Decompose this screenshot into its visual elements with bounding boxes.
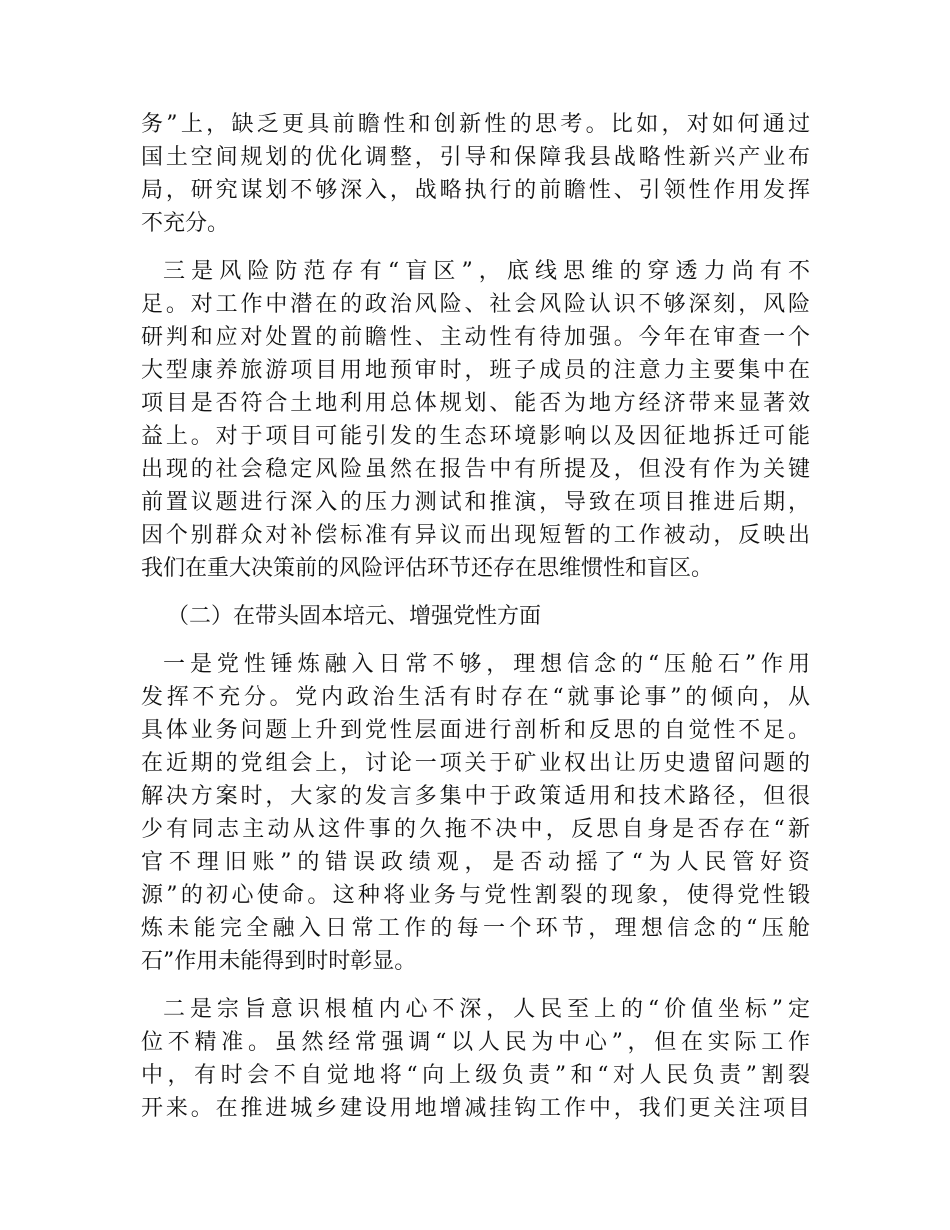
- text-line: 一是党性锤炼融入日常不够，理想信念的“压舱石”作用: [163, 652, 810, 677]
- section-heading: [141, 600, 810, 633]
- text-line: 我们在重大决策前的风险评估环节还存在思维惯性和盲区。: [141, 556, 714, 581]
- text-line: 三是风险防范存有“盲区”，底线思维的穿透力尚有不: [163, 259, 810, 284]
- paragraph: [141, 648, 810, 978]
- text-line: 国土空间规划的优化调整，引导和保障我县战略性新兴产业布: [141, 145, 810, 170]
- text-line: 源”的初心使命。这种将业务与党性割裂的现象，使得党性锻: [141, 883, 810, 908]
- text-line: 具体业务问题上升到党性层面进行剖析和反思的自觉性不足。: [141, 718, 810, 743]
- text-line: 解决方案时，大家的发言多集中于政策适用和技术路径，但很: [141, 784, 810, 809]
- text-line: 务”上，缺乏更具前瞻性和创新性的思考。比如，对如何通过: [141, 112, 810, 137]
- text-line: 研判和应对处置的前瞻性、主动性有待加强。今年在审查一个: [141, 325, 810, 350]
- text-line: 大型康养旅游项目用地预审时，班子成员的注意力主要集中在: [141, 358, 810, 383]
- text-line: 官不理旧账”的错误政绩观，是否动摇了“为人民管好资: [141, 850, 810, 875]
- text-line: 在近期的党组会上，讨论一项关于矿业权出让历史遗留问题的: [141, 751, 810, 776]
- text-line: 不充分。: [141, 211, 230, 236]
- text-line: 石”作用未能得到时时彰显。: [141, 949, 417, 974]
- text-line: 开来。在推进城乡建设用地增减挂钩工作中，我们更关注项目: [141, 1096, 810, 1121]
- text-line: 二是宗旨意识根植内心不深，人民至上的“价值坐标”定: [163, 997, 810, 1022]
- text-line: 益上。对于项目可能引发的生态环境影响以及因征地拆迁可能: [141, 424, 810, 449]
- paragraph: [141, 108, 810, 240]
- text-line: 发挥不充分。党内政治生活有时存在“就事论事”的倾向，从: [141, 685, 810, 710]
- text-line: 中，有时会不自觉地将“向上级负责”和“对人民负责”割裂: [141, 1063, 810, 1088]
- text-line: 局，研究谋划不够深入，战略执行的前瞻性、引领性作用发挥: [141, 178, 810, 203]
- heading-text: （二）在带头固本培元、增强党性方面: [167, 604, 542, 629]
- text-line: 出现的社会稳定风险虽然在报告中有所提及，但没有作为关键: [141, 457, 810, 482]
- document-page: [141, 108, 810, 1140]
- text-line: 前置议题进行深入的压力测试和推演，导致在项目推进后期，: [141, 490, 810, 515]
- text-line: 炼未能完全融入日常工作的每一个环节，理想信念的“压舱: [141, 916, 810, 941]
- text-line: 因个别群众对补偿标准有异议而出现短暂的工作被动，反映出: [141, 523, 810, 548]
- paragraph: [141, 255, 810, 585]
- text-line: 项目是否符合土地利用总体规划、能否为地方经济带来显著效: [141, 391, 810, 416]
- text-line: 位不精准。虽然经常强调“以人民为中心”，但在实际工作: [141, 1030, 810, 1055]
- text-line: 足。对工作中潜在的政治风险、社会风险认识不够深刻，风险: [141, 292, 810, 317]
- text-line: 少有同志主动从这件事的久拖不决中，反思自身是否存在“新: [141, 817, 810, 842]
- paragraph: [141, 993, 810, 1125]
